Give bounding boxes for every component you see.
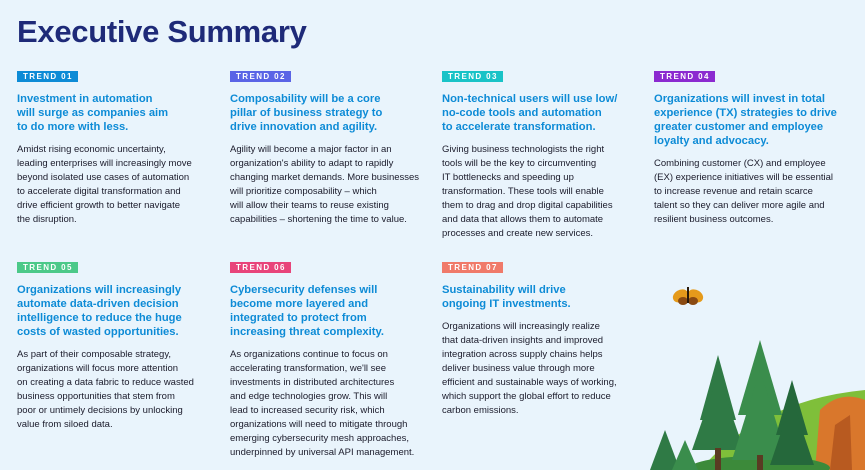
trend-description: Agility will become a major factor in an organization's ability to adapt to rapidly changing market demands. More businesses will prioritize composability – which will allow their teams to reuse existing capabilities – shortening the time to value. — [230, 144, 420, 225]
trend-card-02 — [230, 66, 430, 227]
trend-description: As part of their composable strategy, organizations will focus more attention on creating a data fabric to reduce wasted business opportunities that stem from poor or untimely decisions by unlocking value from siloed data. — [17, 349, 194, 430]
trend-tag: TREND 01 — [17, 71, 78, 82]
trend-headline: Non-technical users will use low/ no-code tools and automation to accelerate transformation. — [442, 93, 618, 133]
trend-tag: TREND 05 — [17, 262, 78, 273]
trend-headline: Organizations will invest in total experience (TX) strategies to drive greater customer and employee loyalty and advocacy. — [654, 93, 837, 147]
trend-headline: Organizations will increasingly automate data-driven decision intelligence to reduce the huge costs of wasted opportunities. — [17, 284, 182, 338]
trend-headline: Cybersecurity defenses will become more layered and integrated to protect from increasing threat complexity. — [230, 284, 384, 338]
trend-headline: Investment in automation will surge as companies aim to do more with less. — [17, 93, 169, 133]
trend-tag: TREND 04 — [654, 71, 715, 82]
trend-tag: TREND 07 — [442, 262, 503, 273]
trend-description: Giving business technologists the right tools will be the key to circumventing IT bottlenecks and speeding up transformation. These tools will enable them to drag and drop digital capabilities and data that allows them to automate processes and create new services. — [442, 144, 613, 239]
forest-butterfly-illustration — [640, 250, 865, 470]
trend-tag: TREND 03 — [442, 71, 503, 82]
trend-card-03 — [442, 66, 642, 241]
trend-card-06 — [230, 257, 430, 460]
trend-tag: TREND 06 — [230, 262, 291, 273]
trend-tag: TREND 02 — [230, 71, 291, 82]
trend-description: Amidst rising economic uncertainty, leading enterprises will increasingly move beyond isolated use cases of automation to accelerate digital transformation and drive efficient growth to better navigate the disruption. — [17, 144, 192, 225]
trend-card-04 — [654, 66, 859, 227]
trend-card-07 — [442, 257, 642, 418]
trend-description: Combining customer (CX) and employee (EX) experience initiatives will be essential to increase revenue and retain scarce talent so they can deliver more agile and resilient business outcomes. — [654, 158, 833, 225]
trend-description: Organizations will increasingly realize that data-driven insights and improved integration across supply chains helps deliver business value through more efficient and sustainable ways of working, which support the global effort to reduce carbon emissions. — [442, 321, 617, 416]
trend-card-05 — [17, 257, 217, 432]
trend-card-01 — [17, 66, 217, 227]
trend-headline: Composability will be a core pillar of business strategy to drive innovation and agility. — [230, 93, 383, 133]
trend-headline: Sustainability will drive ongoing IT investments. — [442, 284, 571, 310]
trend-description: As organizations continue to focus on accelerating transformation, we'll see investments in distributed architectures and edge technologies grow. This will lead to increased security risk, which organizations will need to mitigate through emerging cybersecurity mesh approaches, underpinned by universal API management. — [230, 349, 415, 458]
page-title: Executive Summary — [17, 14, 307, 49]
